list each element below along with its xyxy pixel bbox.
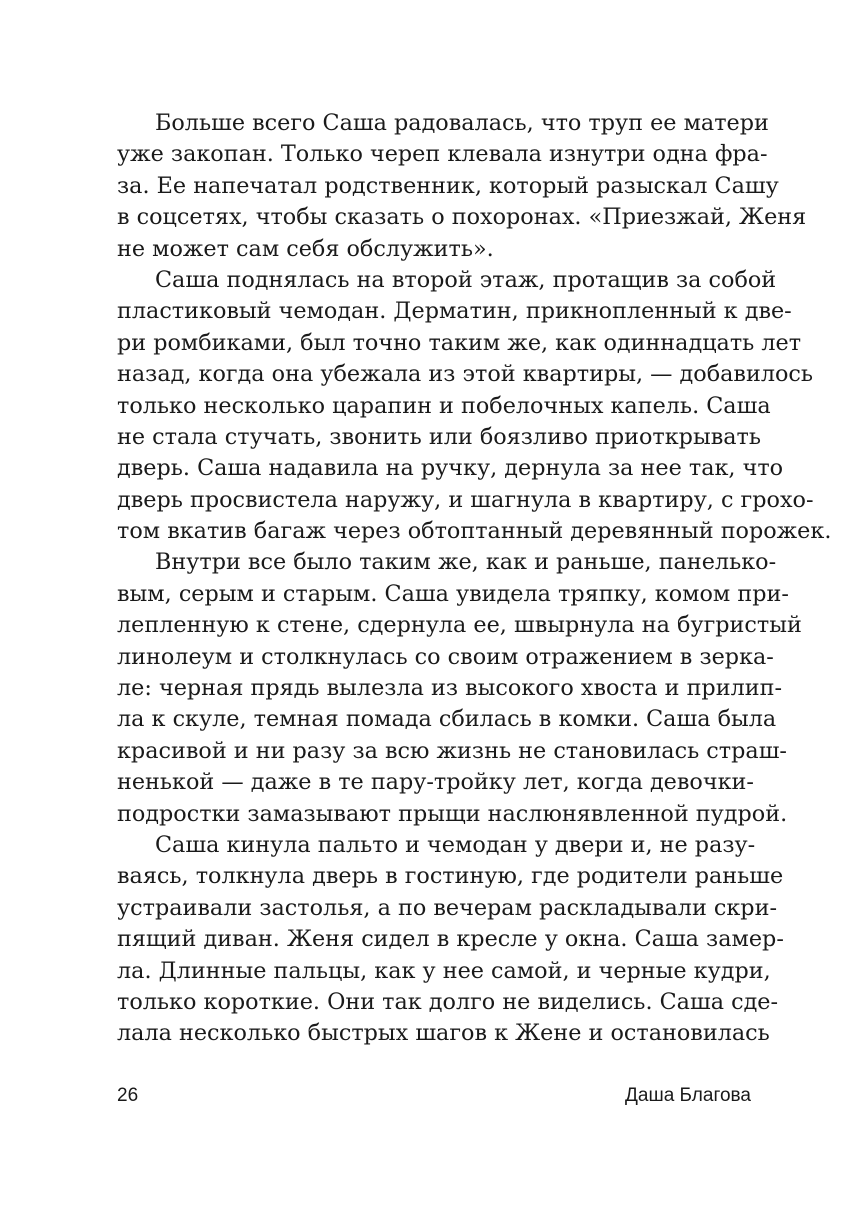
text-line: пящий диван. Женя сидел в кресле у окна. Саша замер- bbox=[117, 926, 784, 953]
text-line: красивой и ни разу за всю жизнь не становилась страш- bbox=[117, 737, 787, 764]
text-line: вым, серым и старым. Саша увидела тряпку, комом при- bbox=[117, 580, 789, 607]
text-line: Саша поднялась на второй этаж, протащив за собой bbox=[155, 266, 777, 293]
text-line: дверь. Саша надавила на ручку, дернула за нее так, что bbox=[117, 455, 784, 482]
text-line: назад, когда она убежала из этой квартиры, — добавилось bbox=[117, 361, 814, 388]
text-line: подростки замазывают прыщи наслюнявленной пудрой. bbox=[117, 800, 788, 827]
text-line: устраивали застолья, а по вечерам раскладывали скри- bbox=[117, 894, 777, 921]
text-line: только короткие. Они так долго не виделись. Саша сде- bbox=[117, 988, 779, 1015]
text-line: линолеум и столкнулась со своим отражением в зерка- bbox=[117, 643, 774, 670]
text-line: ле: черная прядь вылезла из высокого хвоста и прилип- bbox=[117, 675, 782, 702]
text-line: дверь просвистела наружу, и шагнула в квартиру, с грохо- bbox=[117, 486, 814, 513]
text-line: ла. Длинные пальцы, как у нее самой, и черные кудри, bbox=[117, 957, 771, 984]
text-line: том вкатив багаж через обтоптанный деревянный порожек. bbox=[117, 518, 832, 545]
text-line: уже закопан. Только череп клевала изнутри одна фра- bbox=[117, 141, 768, 168]
text-line: только несколько царапин и побелочных капель. Саша bbox=[117, 392, 771, 419]
text-line: пластиковый чемодан. Дерматин, прикнопленный к две- bbox=[117, 298, 792, 325]
text-line: Саша кинула пальто и чемодан у двери и, не разу- bbox=[155, 831, 756, 858]
text-line: в соцсетях, чтобы сказать о похоронах. «Приезжай, Женя bbox=[117, 204, 807, 231]
text-line: за. Ее напечатал родственник, который разыскал Сашу bbox=[117, 172, 779, 199]
paragraph-1 bbox=[117, 108, 807, 265]
paragraph-2 bbox=[117, 265, 832, 548]
paragraph-3 bbox=[117, 547, 802, 830]
text-line: ненькой — даже в те пару-тройку лет, когда девочки- bbox=[117, 769, 754, 796]
page-number: 26 bbox=[117, 1085, 139, 1106]
text-line: Внутри все было таким же, как и раньше, панелько- bbox=[155, 549, 777, 576]
text-line: ла к скуле, темная помада сбилась в комки. Саша была bbox=[117, 706, 777, 733]
text-line: ваясь, толкнула дверь в гостиную, где родители раньше bbox=[117, 863, 784, 890]
paragraph-4 bbox=[117, 830, 784, 1050]
running-footer-author: Даша Благова bbox=[625, 1085, 751, 1106]
text-line: Больше всего Саша радовалась, что труп ее матери bbox=[155, 110, 769, 136]
text-line: ри ромбиками, был точно таким же, как одиннадцать лет bbox=[117, 329, 802, 356]
text-line: не стала стучать, звонить или боязливо приоткрывать bbox=[117, 423, 762, 450]
text-line: лала несколько быстрых шагов к Жене и остановилась bbox=[117, 1020, 770, 1047]
text-line: лепленную к стене, сдернула ее, швырнула на бугристый bbox=[117, 612, 802, 639]
text-line: не может сам себя обслужить». bbox=[117, 235, 494, 262]
body-text bbox=[117, 108, 832, 1050]
